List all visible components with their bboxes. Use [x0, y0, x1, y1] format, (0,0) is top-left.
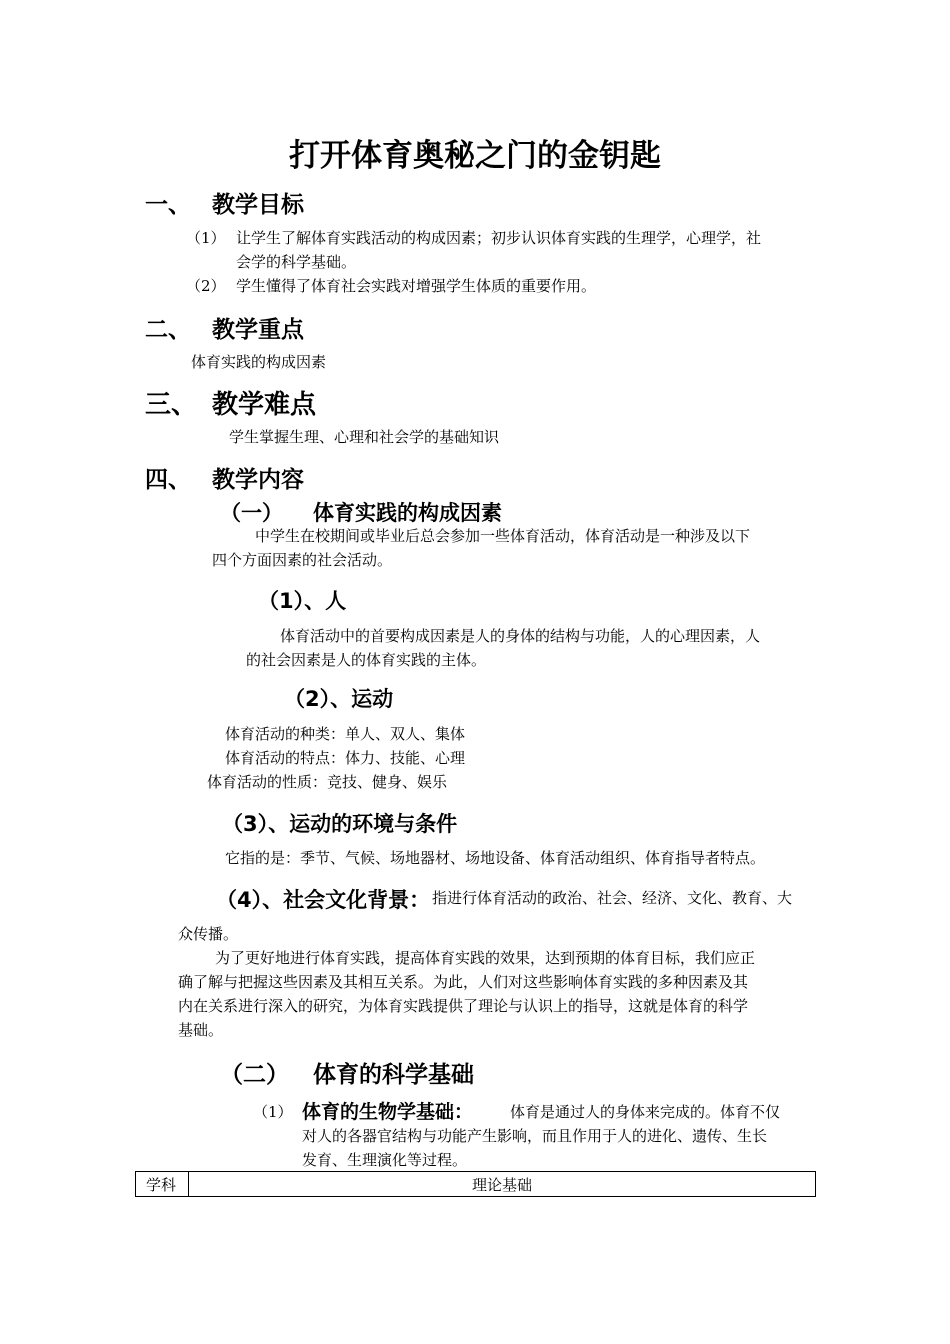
list-marker: （1）: [186, 229, 226, 247]
paragraph: 确了解与把握这些因素及其相互关系。为此，人们对这些影响体育实践的多种因素及其: [178, 973, 749, 991]
paragraph: 体育是通过人的身体来完成的。体育不仅: [510, 1103, 781, 1121]
document-title: 打开体育奥秘之门的金钥匙: [289, 138, 661, 174]
section-heading: 教学内容: [212, 467, 304, 493]
list-marker: （1）: [253, 1103, 293, 1121]
paragraph: 对人的各器官结构与功能产生影响，而且作用于人的进化、遗传、生长: [302, 1127, 768, 1145]
paragraph: 学生掌握生理、心理和社会学的基础知识: [229, 428, 500, 446]
section-number: 二、: [145, 317, 191, 343]
paragraph: 众传播。: [178, 925, 239, 943]
paragraph: 四个方面因素的社会活动。: [212, 551, 393, 569]
list-item-text: 学生懂得了体育社会实践对增强学生体质的重要作用。: [236, 277, 597, 295]
factor-heading: （4）、社会文化背景：: [216, 888, 431, 912]
paragraph: 发育、生理演化等过程。: [302, 1151, 468, 1169]
list-marker: （2）: [186, 277, 226, 295]
subject-table: [135, 1171, 816, 1197]
list-item-text: 会学的科学基础。: [236, 253, 357, 271]
paragraph: 它指的是：季节、气候、场地器材、场地设备、体育活动组织、体育指导者特点。: [225, 849, 766, 867]
table-header-theory: 理论基础: [189, 1172, 816, 1197]
paragraph: 体育实践的构成因素: [191, 353, 327, 371]
paragraph: 基础。: [178, 1021, 224, 1039]
factor-heading: （1）、人: [258, 589, 347, 613]
table-header-subject: 学科: [136, 1172, 189, 1197]
paragraph: 的社会因素是人的体育实践的主体。: [246, 651, 487, 669]
section-number: 三、: [145, 390, 198, 420]
factor-heading: 体育的生物学基础：: [302, 1101, 474, 1123]
factor-heading: （3）、运动的环境与条件: [222, 812, 458, 836]
paragraph: 为了更好地进行体育实践，提高体育实践的效果，达到预期的体育目标，我们应正: [215, 949, 756, 967]
subsection-heading: 体育实践的构成因素: [313, 501, 502, 525]
paragraph: 内在关系进行深入的研究，为体育实践提供了理论与认识上的指导，这就是体育的科学: [178, 997, 749, 1015]
paragraph: 体育活动的种类：单人、双人、集体: [225, 725, 466, 743]
paragraph: 体育活动中的首要构成因素是人的身体的结构与功能，人的心理因素，人: [280, 627, 761, 645]
subsection-number: （二）: [220, 1062, 289, 1088]
section-heading: 教学目标: [212, 192, 304, 218]
subsection-number: （一）: [220, 501, 283, 525]
section-number: 四、: [145, 467, 191, 493]
paragraph: 中学生在校期间或毕业后总会参加一些体育活动，体育活动是一种涉及以下: [255, 527, 751, 545]
table-row: [136, 1172, 816, 1197]
section-heading: 教学难点: [212, 390, 317, 420]
section-number: 一、: [145, 192, 191, 218]
subsection-heading: 体育的科学基础: [313, 1062, 474, 1088]
list-item-text: 让学生了解体育实践活动的构成因素；初步认识体育实践的生理学，心理学，社: [236, 229, 762, 247]
factor-heading: （2）、运动: [284, 687, 394, 711]
paragraph: 指进行体育活动的政治、社会、经济、文化、教育、大: [432, 889, 793, 907]
paragraph: 体育活动的特点：体力、技能、心理: [225, 749, 466, 767]
section-heading: 教学重点: [212, 317, 304, 343]
paragraph: 体育活动的性质：竞技、健身、娱乐: [207, 773, 448, 791]
